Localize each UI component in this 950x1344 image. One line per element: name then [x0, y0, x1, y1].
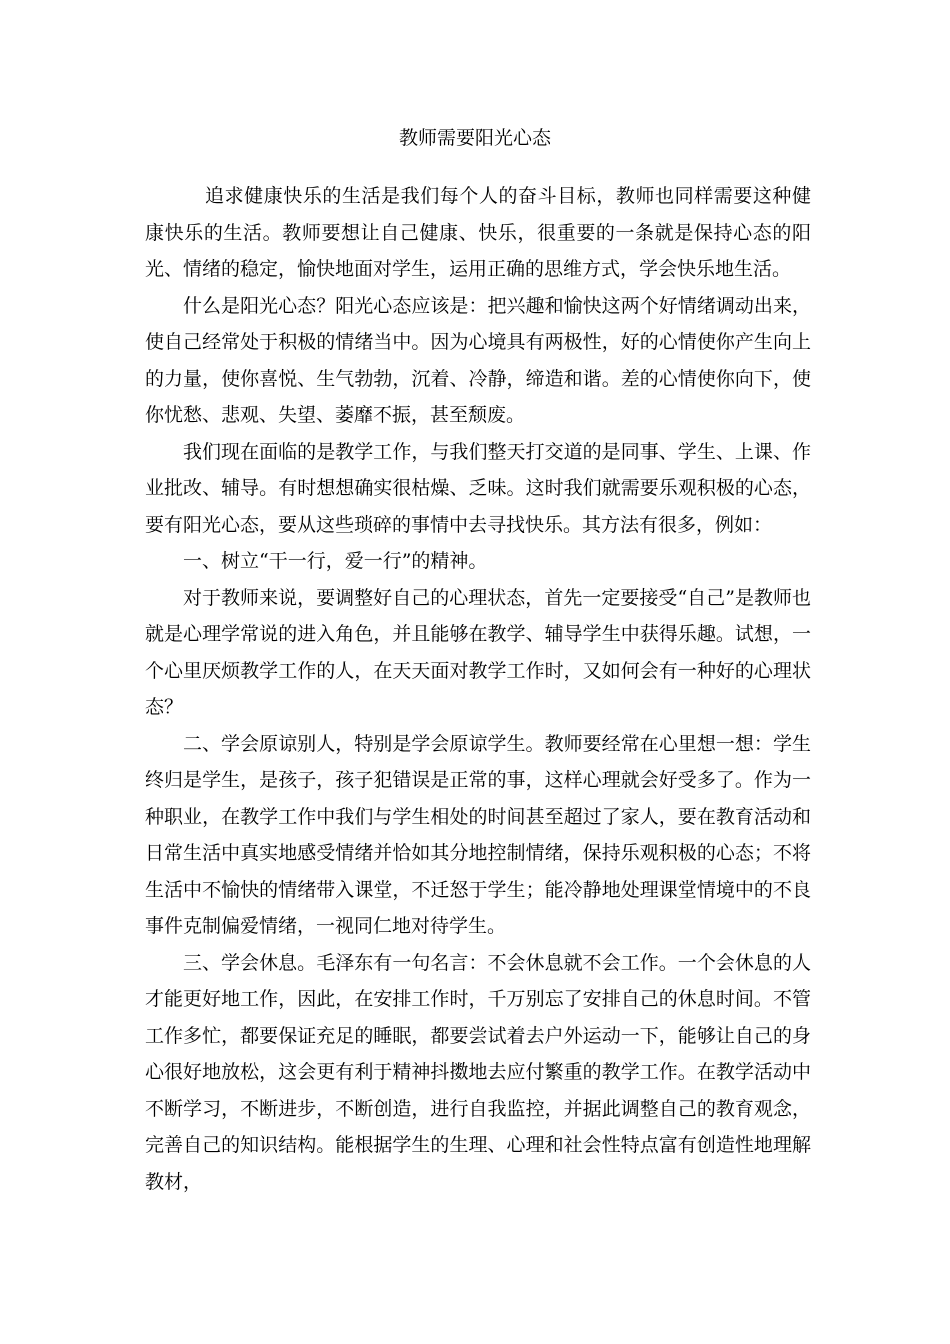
paragraph-point-three: 三、学会休息。毛泽东有一句名言：不会休息就不会工作。一个会休息的人才能更好地工作，因此，在安排工作时，千万别忘了安排自己的休息时间。不管工作多忙，都要保证充足的睡眠，都要尝试着去户外运动一下，能够让自己的身心很好地放松，这会更有利于精神抖擞地去应付繁重的教学工作。在教学活动中不断学习，不断进步，不断创造，进行自我监控，并据此调整自己的教育观念，完善自己的知识结构。能根据学生的生理、心理和社会性特点富有创造性地理解教材，	[145, 951, 811, 1193]
paragraph-heading-one: 一、树立“干一行，爱一行”的精神。	[183, 550, 488, 572]
paragraph-definition: 什么是阳光心态？阳光心态应该是：把兴趣和愉快这两个好情绪调动出来，使自己经常处于积极的情绪当中。因为心境具有两极性，好的心情使你产生向上的力量，使你喜悦、生气勃勃，沉着、冷静，缔造和谐。差的心情使你向下，使你忧愁、悲观、失望、萎靡不振，甚至颓废。	[145, 294, 811, 426]
document-body	[145, 178, 811, 1200]
paragraph-point-two: 二、学会原谅别人，特别是学会原谅学生。教师要经常在心里想一想：学生终归是学生，是孩子，孩子犯错误是正常的事，这样心理就会好受多了。作为一种职业，在教学工作中我们与学生相处的时间甚至超过了家人，要在教育活动和日常生活中真实地感受情绪并恰如其分地控制情绪，保持乐观积极的心态；不将生活中不愉快的情绪带入课堂，不迁怒于学生；能冷静地处理课堂情境中的不良事件克制偏爱情绪，一视同仁地对待学生。	[145, 732, 811, 937]
paragraph-intro: 追求健康快乐的生活是我们每个人的奋斗目标，教师也同样需要这种健康快乐的生活。教师要想让自己健康、快乐，很重要的一条就是保持心态的阳光、情绪的稳定，愉快地面对学生，运用正确的思维方式，学会快乐地生活。	[145, 185, 811, 280]
paragraph-context: 我们现在面临的是教学工作，与我们整天打交道的是同事、学生、上课、作业批改、辅导。有时想想确实很枯燥、乏味。这时我们就需要乐观积极的心态，要有阳光心态，要从这些琐碎的事情中去寻找快乐。其方法有很多，例如：	[145, 440, 811, 536]
paragraph-point-one: 对于教师来说，要调整好自己的心理状态，首先一定要接受“自己”是教师也就是心理学常说的进入角色，并且能够在教学、辅导学生中获得乐趣。试想，一个心里厌烦教学工作的人，在天天面对教学工作时，又如何会有一种好的心理状态？	[145, 586, 811, 718]
document-title: 教师需要阳光心态	[398, 127, 551, 149]
